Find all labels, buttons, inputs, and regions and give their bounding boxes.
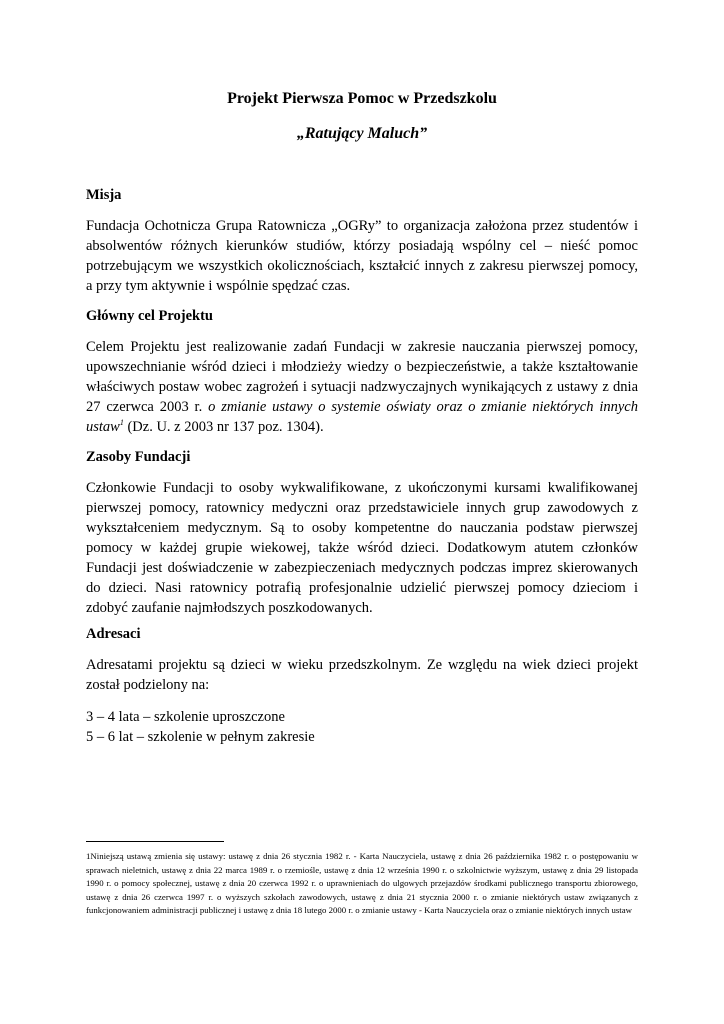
section-text-misja: Fundacja Ochotnicza Grupa Ratownicza „OGRy” to organizacja założona przez studentów i absolwentów różnych kierunków studiów, którzy posiadają wspólny cel – nieść pomoc potrzebującym we wszystkich okolicznościach, kształcić innych z zakresu pierwszej pomocy, a przy tym aktywnie i wspólnie spędzać czas. xyxy=(86,218,638,294)
cel-text-italic: o zmianie ustawy o systemie oświaty oraz o zmianie niektórych innych ustaw xyxy=(86,399,638,435)
section-text-zasoby: Członkowie Fundacji to osoby wykwalifikowane, z ukończonymi kursami kwalifikowanej pierwszej pomocy, ratownicy medyczni oraz przedstawiciele innych grup zawodowych z wykształceniem medycznym. Są to osoby kompetentne do nauczania podstaw pierwszej pomocy w każdej grupie wiekowej, także wśród dzieci. Dodatkowym atutem członków Fundacji jest doświadczenie w zabezpieczeniach medycznych podczas imprez skierowanych do dzieci. Nasi ratownicy potrafią profesjonalnie udzielić pierwszej pomocy dzieciom i zdobyć zaufanie najmłodszych poszkodowanych. xyxy=(86,480,638,616)
footnote-reference: 1 xyxy=(119,418,124,428)
document-title: Projekt Pierwsza Pomoc w Przedszkolu xyxy=(227,90,497,107)
age-group-list xyxy=(86,707,638,747)
list-item: 5 – 6 lat – szkolenie w pełnym zakresie xyxy=(86,729,315,745)
section-heading-adresaci: Adresaci xyxy=(86,626,141,642)
footnote-text: 1Niniejszą ustawą zmienia się ustawy: ustawę z dnia 26 stycznia 1982 r. - Karta Nauczyciela, ustawę z dnia 26 października 1982 r. o postępowaniu w sprawach nieletnich, ustawę z dnia 22 marca 1989 r. o rzemiośle, ustawę z dnia 12 września 1990 r. o szkolnictwie wyższym, ustawę z dnia 29 listopada 1990 r. o pomocy społecznej, ustawę z dnia 20 czerwca 1992 r. o uprawnieniach do ulgowych przejazdów środkami publicznego transportu zbiorowego, ustawę z dnia 26 czerwca 1997 r. o wyższych szkołach zawodowych, ustawę z dnia 21 stycznia 2000 r. o zmianie niektórych ustaw związanych z funkcjonowaniem administracji publicznej i ustawę z dnia 18 lutego 2000 r. o zmianie ustawy - Karta Nauczyciela oraz o zmianie niektórych innych ustaw xyxy=(86,851,638,915)
list-item: 3 – 4 lata – szkolenie uproszczone xyxy=(86,709,285,725)
section-text-glowny-cel xyxy=(86,337,638,437)
section-heading-misja: Misja xyxy=(86,187,122,203)
document-subtitle: „Ratujący Maluch” xyxy=(296,125,428,142)
section-heading-zasoby: Zasoby Fundacji xyxy=(86,449,191,465)
cel-text-after: (Dz. U. z 2003 nr 137 poz. 1304). xyxy=(123,419,324,435)
cel-text-before: Celem Projektu jest realizowanie zadań Fundacji w zakresie nauczania pierwszej pomocy, upowszechnianie wśród dzieci i młodzieży wiedzy o bezpieczeństwie, a także kształtowanie właściwych postaw wobec zagrożeń i sytuacji nadzwyczajnych wynikających z ustawy z dnia 27 czerwca 2003 r. xyxy=(86,339,638,415)
section-text-adresaci: Adresatami projektu są dzieci w wieku przedszkolnym. Ze względu na wiek dzieci projekt został podzielony na: xyxy=(86,657,638,693)
section-heading-glowny-cel: Główny cel Projektu xyxy=(86,308,213,324)
footnote-separator xyxy=(86,841,224,842)
